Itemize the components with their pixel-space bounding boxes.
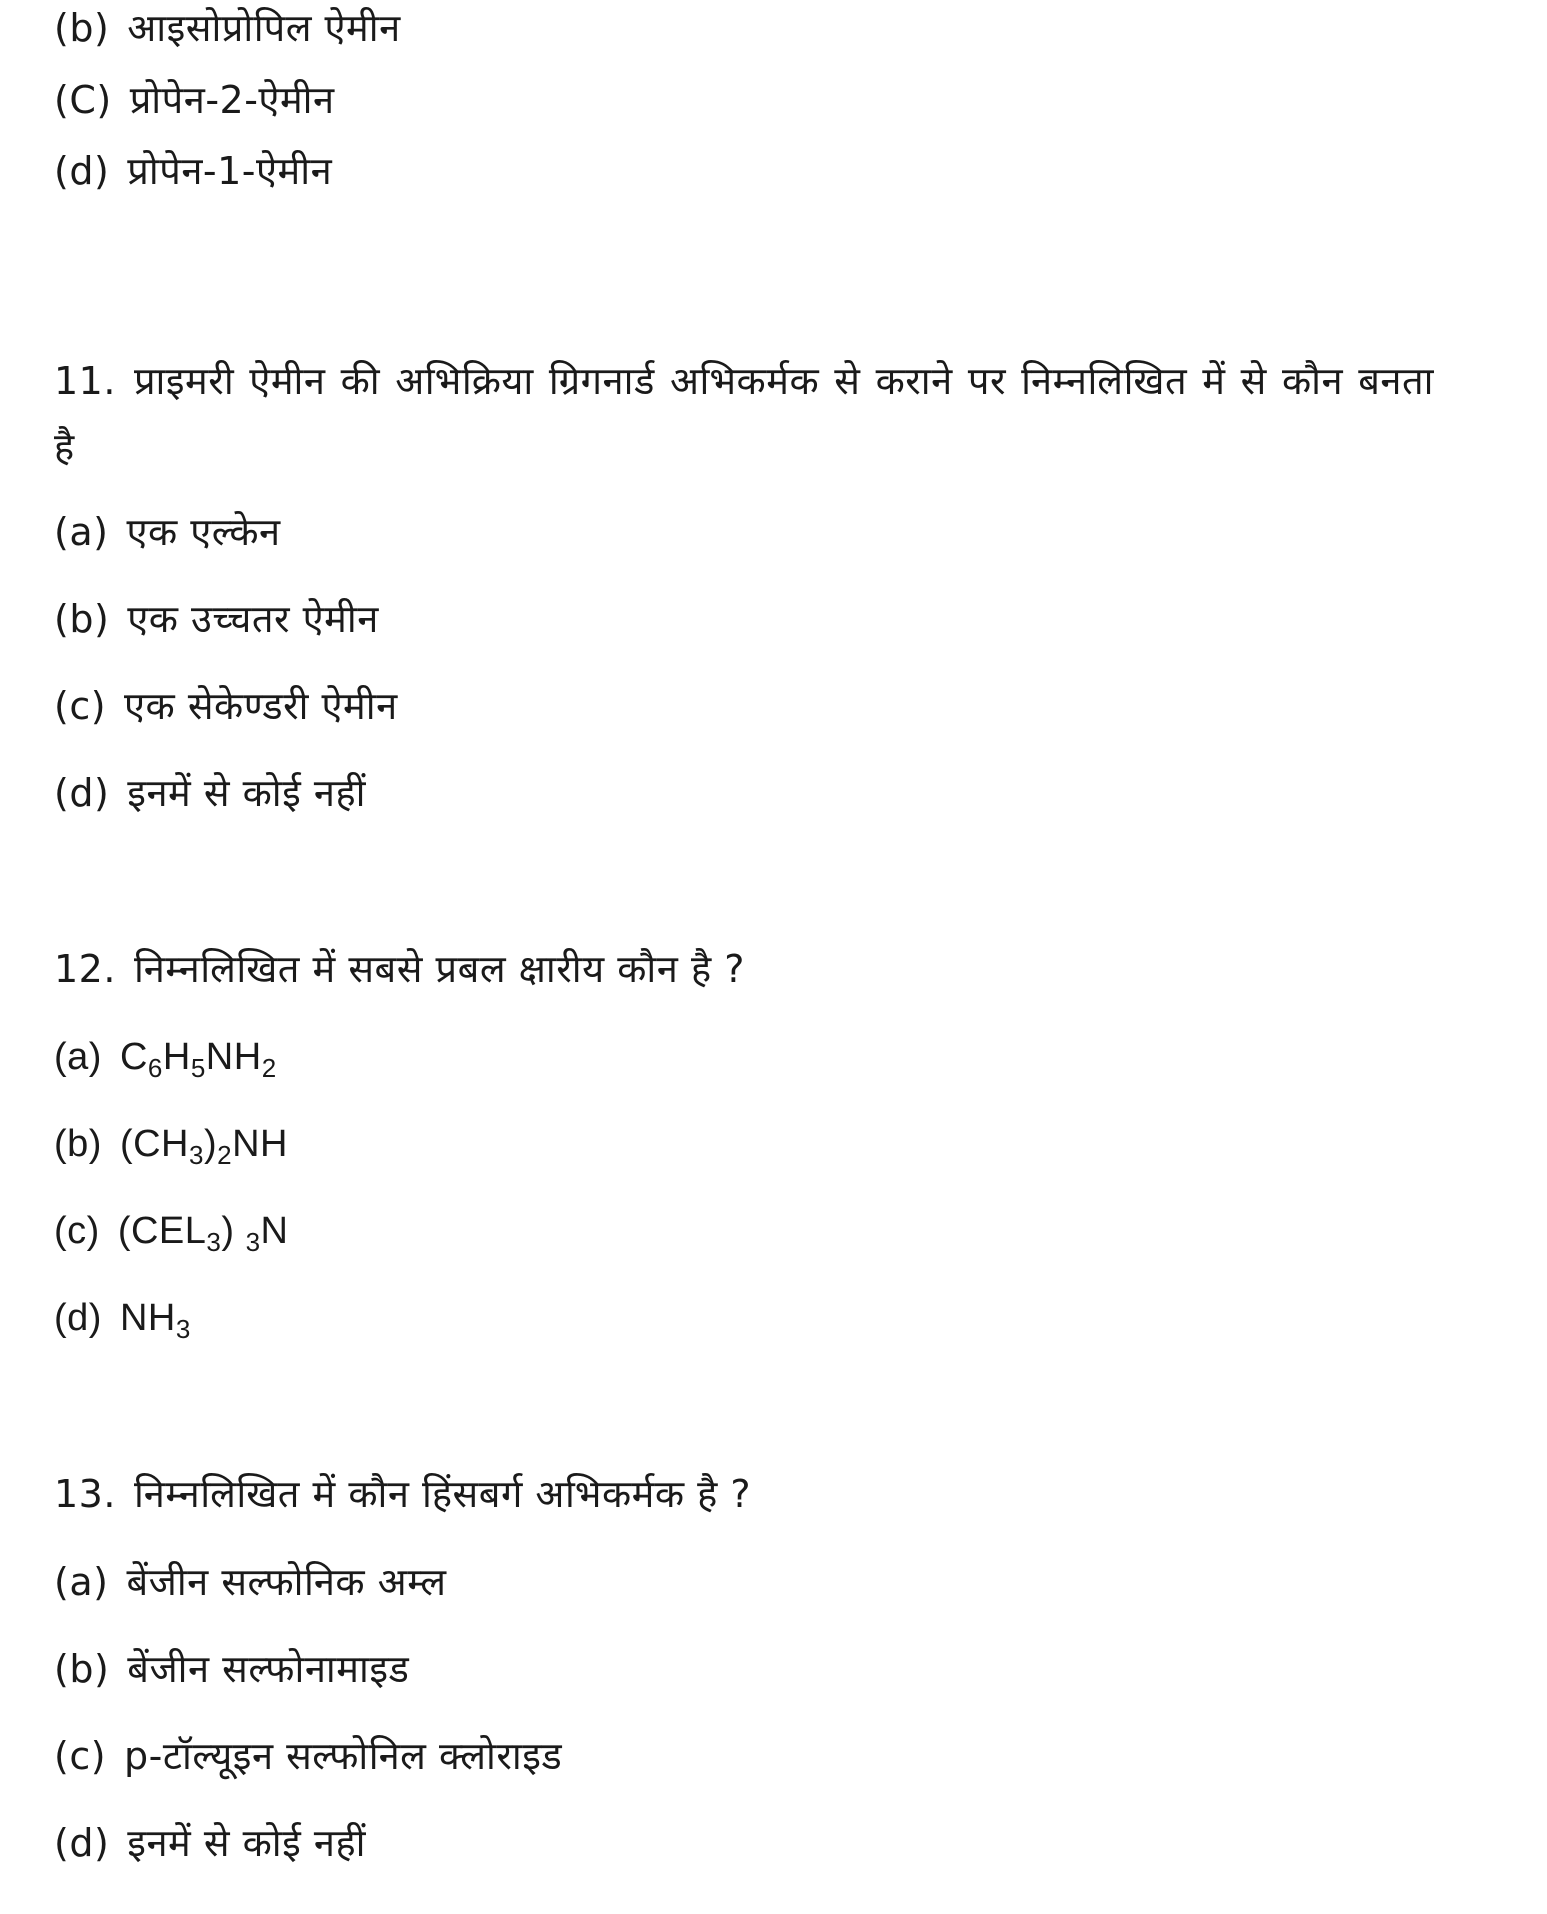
chemical-formula: $NH_3$: [119, 1297, 191, 1344]
option-line: (b) बेंजीन सल्फोनामाइड: [54, 1647, 410, 1691]
option-line: (d) प्रोपेन-1-ऐमीन: [54, 149, 333, 193]
option-line: (d) इनमें से कोई नहीं: [54, 1821, 366, 1865]
chemical-formula: $C_6H_5NH_2$: [119, 1036, 277, 1083]
option-line: (a) एक एल्केन: [54, 510, 281, 554]
option-line: (c) एक सेकेण्डरी ऐमीन: [54, 684, 398, 728]
chemical-formula: $(CEL_3)$ $_3$N: [117, 1210, 289, 1257]
option-line: (c) p-टॉल्यूइन सल्फोनिल क्लोराइड: [54, 1734, 563, 1778]
option-line: (a) बेंजीन सल्फोनिक अम्ल: [54, 1560, 447, 1604]
option-line: (b) $(CH_3)_2NH$: [54, 1123, 288, 1170]
option-line: (d) $NH_3$: [54, 1297, 191, 1344]
chemical-formula: $(CH_3)_2NH$: [119, 1123, 288, 1170]
option-line: (c) $(CEL_3)$ $_3$N: [54, 1210, 289, 1257]
option-line: (b) एक उच्चतर ऐमीन: [54, 597, 379, 641]
question-12-text: 12. निम्नलिखित में सबसे प्रबल क्षारीय कौन है ?: [54, 947, 745, 991]
option-line: (C) प्रोपेन-2-ऐमीन: [54, 78, 335, 122]
option-line: (b) आइसोप्रोपिल ऐमीन: [54, 6, 401, 50]
question-13-text: 13. निम्नलिखित में कौन हिंसबर्ग अभिकर्मक है ?: [54, 1472, 752, 1516]
option-line: (a) $C_6H_5NH_2$: [54, 1036, 277, 1083]
question-11-text: 11. प्राइमरी ऐमीन की अभिक्रिया ग्रिगनार्ड अभिकर्मक से कराने पर निम्नलिखित में से कौन बनता है: [54, 359, 1434, 469]
option-line: (d) इनमें से कोई नहीं: [54, 771, 366, 815]
